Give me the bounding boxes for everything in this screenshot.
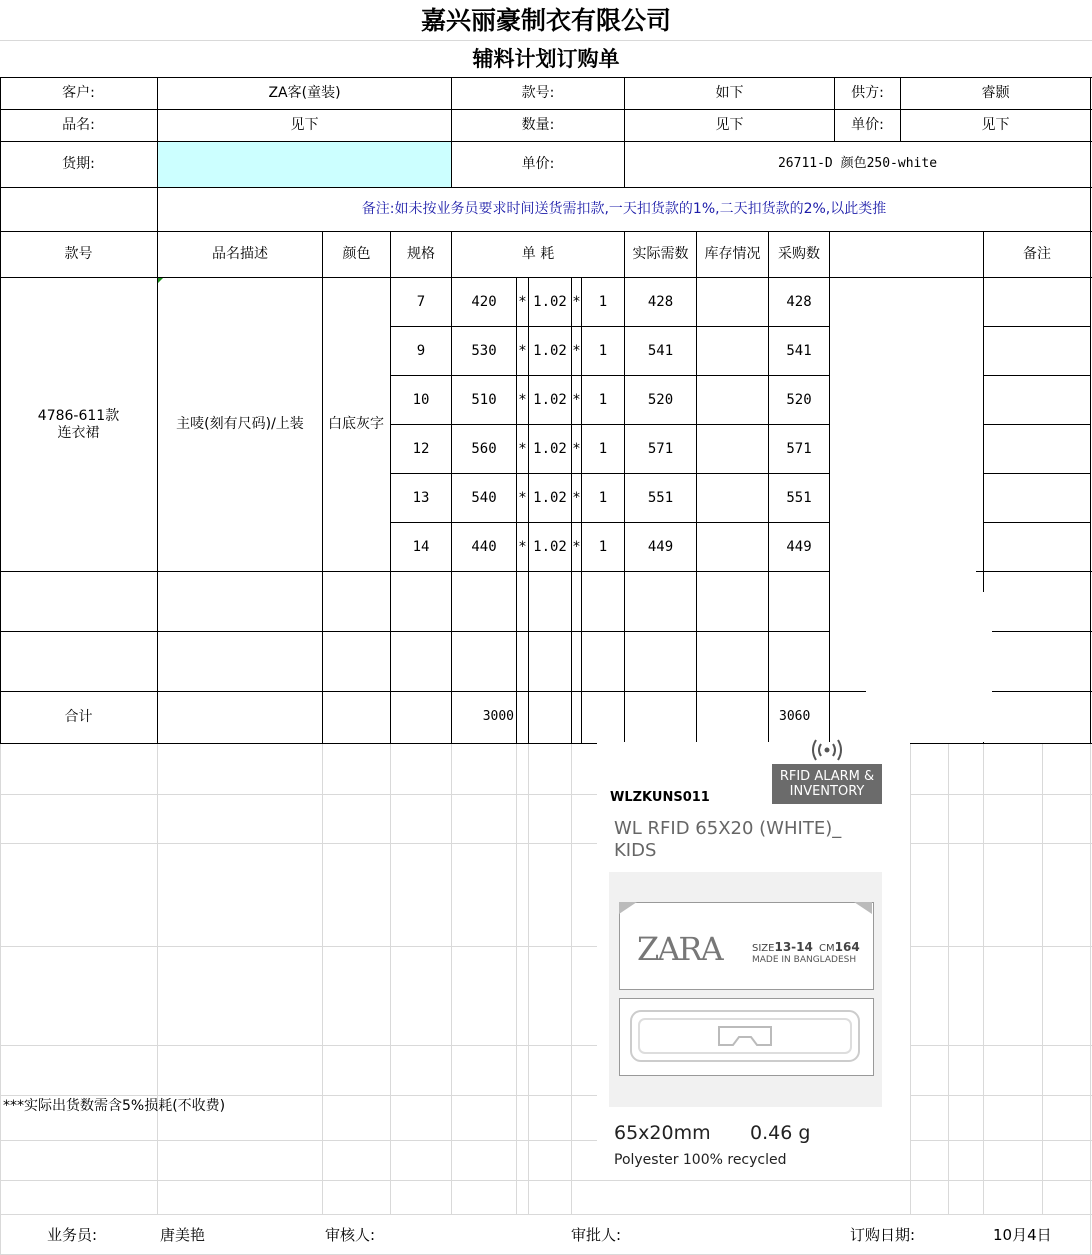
order-date-value[interactable]: 10月4日 [993, 1226, 1052, 1244]
quantity-label: 数量: [521, 117, 555, 134]
col-purchase: 采购数 [778, 246, 820, 263]
row-actual: 541 [647, 342, 674, 359]
row-star: * [572, 391, 581, 408]
row-size: 10 [412, 391, 430, 408]
row-stock [697, 376, 768, 424]
row-actual: 449 [647, 538, 674, 555]
rfid-dimensions: 65x20mm [614, 1122, 711, 1144]
company-name: 嘉兴丽豪制衣有限公司 [420, 5, 671, 35]
row-star: * [572, 440, 581, 457]
row-star: * [572, 538, 581, 555]
row-size: 13 [412, 489, 430, 506]
rfid-label-card [597, 742, 910, 1178]
col-usage: 单 耗 [521, 246, 555, 263]
row-mult: 1 [598, 342, 608, 359]
row-purchase: 428 [786, 293, 812, 310]
row-star: * [518, 440, 527, 457]
row-stock [697, 523, 768, 571]
unit-price-2-value[interactable]: 26711-D 颜色250-white [777, 156, 938, 172]
row-star: * [572, 293, 581, 310]
row-stock [697, 278, 768, 326]
row-actual: 571 [647, 440, 674, 457]
row-mult: 1 [598, 538, 608, 555]
item-style: 4786-611款 连衣裙 [37, 408, 120, 441]
product-label: 品名: [62, 117, 95, 134]
row-factor: 1.02 [533, 538, 567, 555]
row-size: 7 [416, 293, 426, 310]
col-actual: 实际需数 [632, 246, 689, 263]
row-purchase: 449 [786, 538, 812, 555]
row-qty: 420 [471, 293, 497, 310]
col-note: 备注 [1023, 246, 1051, 263]
row-stock [697, 425, 768, 473]
row-qty: 560 [471, 440, 497, 457]
row-purchase: 520 [786, 391, 812, 408]
item-description: 主唛(刻有尺码)/上装 [176, 416, 304, 433]
size-label: SIZE [752, 943, 775, 954]
made-in: MADE IN BANGLADESH [752, 955, 857, 965]
loss-note: ***实际出货数需含5%损耗(不收费) [3, 1098, 226, 1114]
unit-price-label: 单价: [851, 117, 884, 134]
row-actual: 428 [647, 293, 674, 310]
unit-price-value[interactable]: 见下 [981, 117, 1010, 134]
customer-label: 客户: [62, 85, 95, 102]
row-size: 9 [416, 342, 426, 359]
row-actual: 551 [647, 489, 674, 506]
row-mult: 1 [598, 391, 608, 408]
row-star: * [518, 391, 527, 408]
row-factor: 1.02 [533, 489, 567, 506]
rfid-material: Polyester 100% recycled [614, 1152, 787, 1168]
document-title: 辅料计划订购单 [472, 45, 620, 71]
col-description: 品名描述 [212, 246, 268, 263]
col-style: 款号 [64, 246, 93, 263]
row-star: * [518, 489, 527, 506]
total-purchase: 3060 [779, 709, 811, 725]
row-qty: 540 [471, 489, 497, 506]
row-star: * [572, 489, 581, 506]
row-mult: 1 [598, 489, 608, 506]
row-stock [697, 327, 768, 375]
zara-logo: ZARA [637, 930, 722, 968]
row-qty: 530 [471, 342, 497, 359]
row-factor: 1.02 [533, 293, 567, 310]
row-purchase: 551 [786, 489, 812, 506]
rfid-weight: 0.46 g [750, 1122, 811, 1144]
row-star: * [518, 342, 527, 359]
cm-value: 164 [834, 940, 860, 954]
row-purchase: 541 [786, 342, 812, 359]
delivery-value[interactable] [158, 142, 451, 187]
salesman-label: 业务员: [47, 1226, 98, 1244]
row-star: * [518, 293, 527, 310]
row-star: * [518, 538, 527, 555]
order-date-label: 订购日期: [850, 1226, 916, 1244]
approver-label: 审批人: [571, 1226, 622, 1244]
row-purchase: 571 [786, 440, 812, 457]
product-value[interactable]: 见下 [290, 117, 319, 134]
row-stock [697, 474, 768, 522]
row-star: * [572, 342, 581, 359]
salesman-value[interactable]: 唐美艳 [160, 1226, 206, 1244]
customer-value[interactable]: ZA客(童装) [268, 85, 341, 102]
col-color: 颜色 [342, 246, 371, 263]
col-spec: 规格 [407, 246, 435, 263]
quantity-value[interactable]: 见下 [715, 117, 744, 134]
row-factor: 1.02 [533, 391, 567, 408]
row-mult: 1 [598, 293, 608, 310]
rfid-name: WL RFID 65X20 (WHITE)_ KIDS [614, 818, 842, 861]
row-size: 12 [412, 440, 430, 457]
rfid-code: WLZKUNS011 [610, 790, 710, 805]
row-factor: 1.02 [533, 342, 567, 359]
delivery-label: 货期: [62, 156, 95, 173]
col-stock: 库存情况 [704, 246, 761, 263]
size-value: 13-14 [774, 940, 813, 954]
remark-text: 备注:如未按业务员要求时间送货需扣款,一天扣货款的1%,二天扣货款的2%,以此类推 [361, 201, 887, 218]
total-qty: 3000 [482, 709, 514, 725]
unit-price-2-label: 单价: [521, 156, 555, 173]
supplier-label: 供方: [851, 85, 884, 102]
row-actual: 520 [647, 391, 674, 408]
reviewer-label: 审核人: [325, 1226, 376, 1244]
supplier-value[interactable]: 睿颢 [981, 85, 1010, 102]
rfid-signal-icon [807, 736, 847, 764]
row-mult: 1 [598, 440, 608, 457]
total-label: 合计 [64, 709, 93, 726]
row-qty: 440 [471, 538, 497, 555]
row-qty: 510 [471, 391, 497, 408]
item-color: 白底灰字 [328, 416, 384, 433]
style-label: 款号: [521, 85, 555, 102]
cm-label: CM [819, 943, 835, 954]
row-factor: 1.02 [533, 440, 567, 457]
rfid-antenna-icon [629, 1007, 861, 1065]
rfid-badge: RFID ALARM & INVENTORY [772, 764, 882, 804]
row-size: 14 [412, 538, 430, 555]
style-value[interactable]: 如下 [715, 85, 744, 102]
